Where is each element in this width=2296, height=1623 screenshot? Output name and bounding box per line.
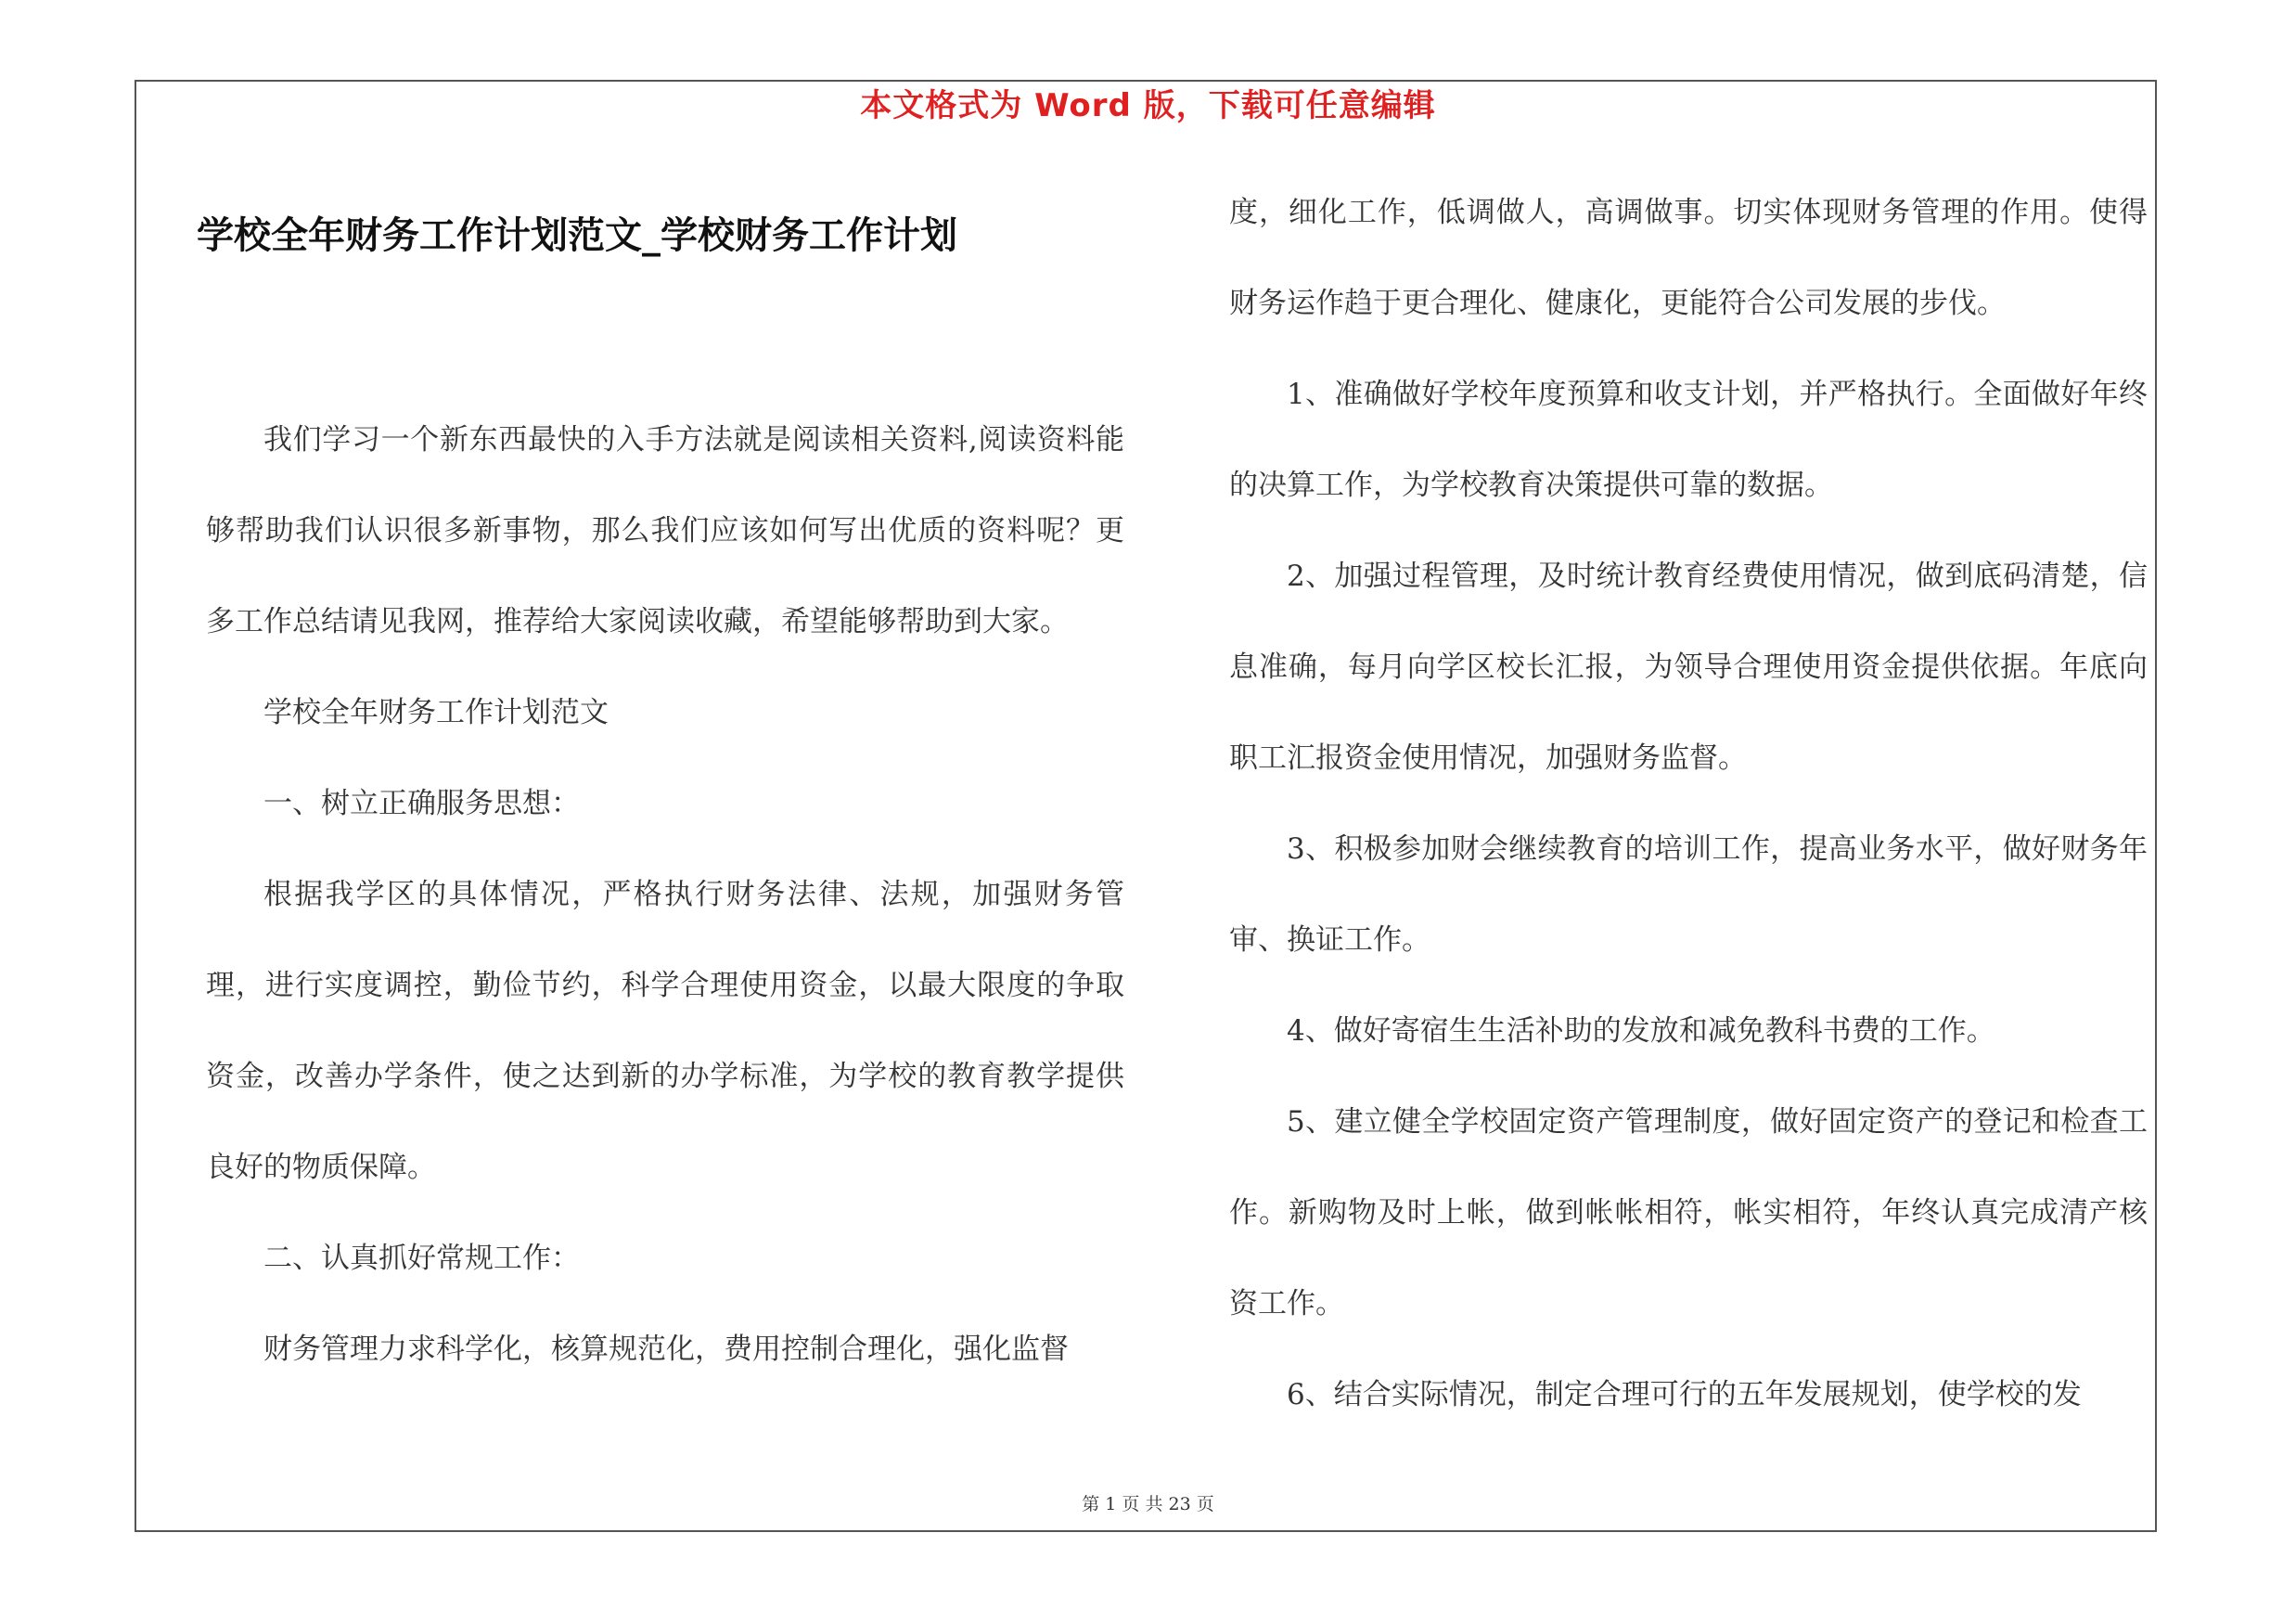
list-item-4: 4、做好寄宿生生活补助的发放和减免教科书费的工作。 <box>1287 1014 1995 1048</box>
list-item-6: 6、结合实际情况，制定合理可行的五年发展规划，使学校的发 <box>1287 1378 2082 1411</box>
document-title: 学校全年财务工作计划范文_学校财务工作计划 <box>197 214 957 257</box>
list-item-5: 5、建立健全学校固定资产管理制度，做好固定资产的登记和检查工作。新购物及时上帐，做到帐帐相符，帐实相符，年终认真完成清产核资工作。 <box>1229 1105 2148 1320</box>
continued-paragraph: 度，细化工作，低调做人，高调做事。切实体现财务管理的作用。使得财务运作趋于更合理化、健康化，更能符合公司发展的步伐。 <box>1229 196 2148 320</box>
left-column <box>206 394 1124 1395</box>
subtitle-paragraph: 学校全年财务工作计划范文 <box>263 696 609 729</box>
section-1-paragraph: 根据我学区的具体情况，严格执行财务法律、法规，加强财务管理，进行实度调控，勤俭节约，科学合理使用资金，以最大限度的争取资金，改善办学条件，使之达到新的办学标准，为学校的教育教学提供良好的物质保障。 <box>206 878 1124 1184</box>
right-column <box>1229 167 2148 1440</box>
section-2-paragraph: 财务管理力求科学化，核算规范化，费用控制合理化，强化监督 <box>263 1333 1069 1366</box>
intro-paragraph: 我们学习一个新东西最快的入手方法就是阅读相关资料,阅读资料能够帮助我们认识很多新事物，那么我们应该如何写出优质的资料呢？更多工作总结请见我网，推荐给大家阅读收藏，希望能够帮助到大家。 <box>206 423 1124 638</box>
section-heading-1: 一、树立正确服务思想： <box>263 787 580 820</box>
page-footer: 第 1 页 共 23 页 <box>1082 1494 1214 1514</box>
list-item-2: 2、加强过程管理，及时统计教育经费使用情况，做到底码清楚，信息准确，每月向学区校长汇报，为领导合理使用资金提供依据。年底向职工汇报资金使用情况，加强财务监督。 <box>1229 560 2148 775</box>
list-item-3: 3、积极参加财会继续教育的培训工作，提高业务水平，做好财务年审、换证工作。 <box>1229 832 2148 957</box>
format-banner: 本文格式为 Word 版，下载可任意编辑 <box>860 87 1436 124</box>
section-heading-2: 二、认真抓好常规工作： <box>263 1242 580 1275</box>
list-item-1: 1、准确做好学校年度预算和收支计划，并严格执行。全面做好年终的决算工作，为学校教育决策提供可靠的数据。 <box>1229 378 2148 502</box>
